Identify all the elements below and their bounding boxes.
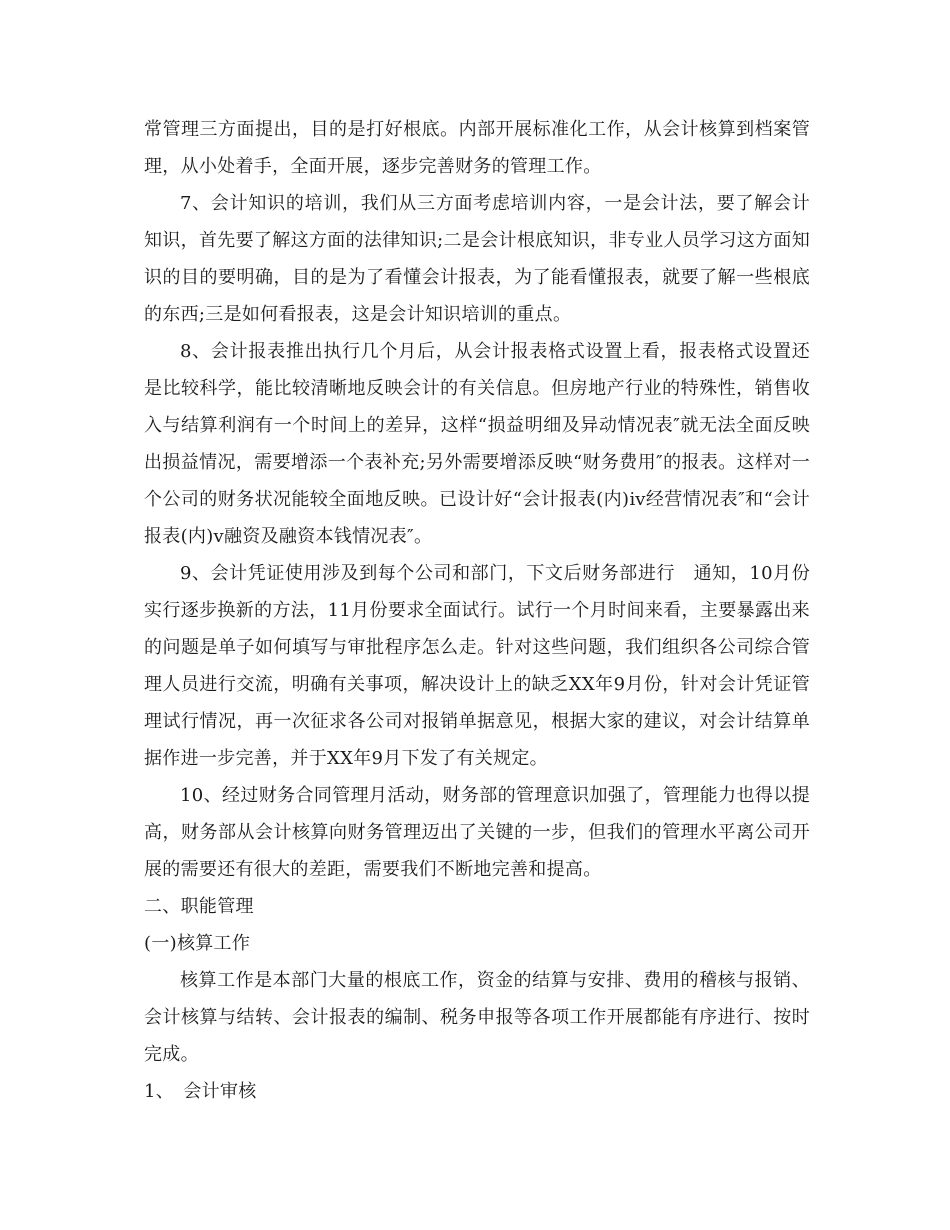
paragraph-accounting-work: 核算工作是本部门大量的根底工作，资金的结算与安排、费用的稽核与报销、会计核算与结转、会计报表的编制、税务申报等各项工作开展都能有序进行、按时完成。 — [144, 970, 810, 1065]
paragraph-item-10-contract-month: 10、经过财务合同管理月活动，财务部的管理意识加强了，管理能力也得以提高，财务部从会计核算向财务管理迈出了关键的一步，但我们的管理水平离公司开展的需要还有很大的差距，需要我们不断地完善和提高。 — [144, 785, 810, 880]
paragraph-item-8-reports: 8、会计报表推出执行几个月后，从会计报表格式设置上看，报表格式设置还是比较科学，能比较清晰地反映会计的有关信息。但房地产行业的特殊性，销售收入与结算利润有一个时间上的差异，这样“损益明细及异动情况表″就无法全面反映出损益情况，需要增添一个表补充;另外需要增添反映“财务费用″的报表。这样对一个公司的财务状况能较全面地反映。已设计好“会计报表(内)ⅳ经营情况表″和“会计报表(内)ⅴ融资及融资本钱情况表″。 — [144, 341, 810, 547]
subheading-accounting-audit: 1、 会计审核 — [144, 1081, 257, 1102]
paragraph-archive-management: 常管理三方面提出，目的是打好根底。内部开展标准化工作，从会计核算到档案管理，从小处着手，全面开展，逐步完善财务的管理工作。 — [144, 119, 810, 177]
section-heading-functional-management: 二、职能管理 — [144, 896, 254, 917]
subsection-heading-accounting-work: (一)核算工作 — [144, 933, 251, 954]
paragraph-item-9-vouchers: 9、会计凭证使用涉及到每个公司和部门，下文后财务部进行 通知，10月份实行逐步换新的方法，11月份要求全面试行。试行一个月时间来看，主要暴露出来的问题是单子如何填写与审批程序怎么走。针对这些问题，我们组织各公司综合管理人员进行交流，明确有关事项，解决设计上的缺乏XX年9月份，针对会计凭证管理试行情况，再一次征求各公司对报销单据意见，根据大家的建议，对会计结算单据作进一步完善，并于XX年9月下发了有关规定。 — [144, 563, 810, 769]
paragraph-item-7-training: 7、会计知识的培训，我们从三方面考虑培训内容，一是会计法，要了解会计知识，首先要了解这方面的法律知识;二是会计根底知识，非专业人员学习这方面知识的目的要明确，目的是为了看懂会计报表，为了能看懂报表，就要了解一些根底的东西;三是如何看报表，这是会计知识培训的重点。 — [144, 193, 810, 325]
document-body — [144, 111, 810, 1110]
